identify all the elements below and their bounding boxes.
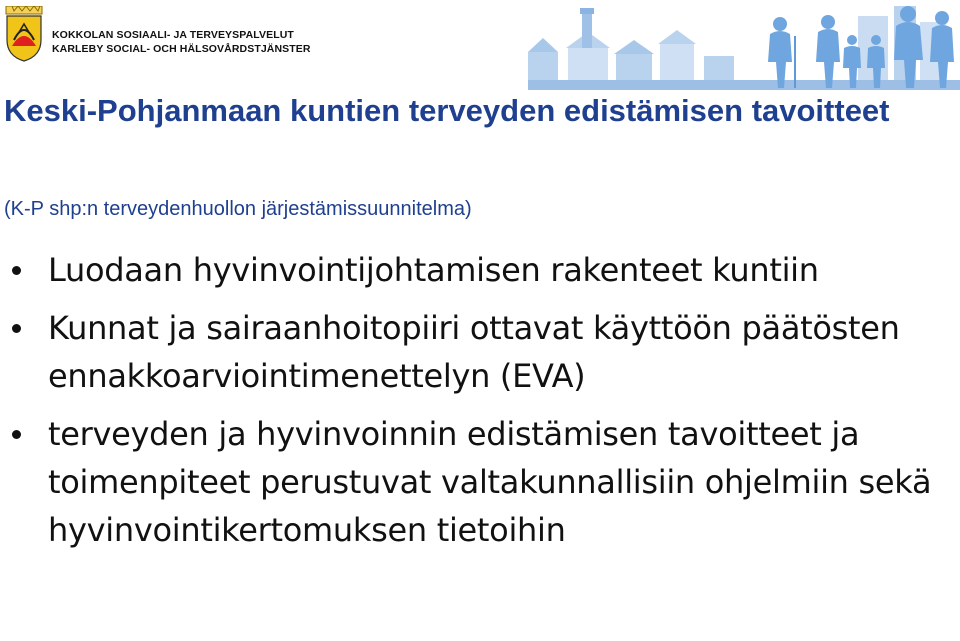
slide-subtitle: (K-P shp:n terveydenhuollon järjestämissuunnitelma) bbox=[4, 198, 472, 220]
bullet-text: terveyden ja hyvinvoinnin edistämisen tavoitteet ja toimenpiteet perustuvat valtakunnallisiin ohjelmiin sekä hyvinvointikertomuksen tietoihin bbox=[48, 415, 932, 549]
bullet-text: Luodaan hyvinvointijohtamisen rakenteet kuntiin bbox=[48, 251, 819, 289]
organization-name bbox=[52, 28, 311, 56]
slide-header bbox=[0, 0, 960, 90]
org-name-line-1: KOKKOLAN SOSIAALI- JA TERVEYSPALVELUT bbox=[52, 29, 294, 41]
bullet-text: Kunnat ja sairaanhoitopiiri ottavat käyttöön päätösten ennakkoarviointimenettelyn (EVA) bbox=[48, 309, 900, 395]
coat-of-arms-icon bbox=[4, 6, 44, 62]
bullet-item bbox=[0, 410, 960, 554]
slide-title: Keski-Pohjanmaan kuntien terveyden edistämisen tavoitteet bbox=[4, 93, 890, 128]
org-name-line-2: KARLEBY SOCIAL- OCH HÄLSOVÅRDSTJÄNSTER bbox=[52, 43, 311, 55]
bullet-list bbox=[0, 246, 960, 564]
bullet-dot-icon bbox=[12, 430, 21, 439]
bullet-dot-icon bbox=[12, 266, 21, 275]
bullet-item bbox=[0, 304, 960, 400]
bullet-item bbox=[0, 246, 960, 294]
bullet-dot-icon bbox=[12, 324, 21, 333]
family-city-silhouette-icon bbox=[528, 4, 960, 90]
